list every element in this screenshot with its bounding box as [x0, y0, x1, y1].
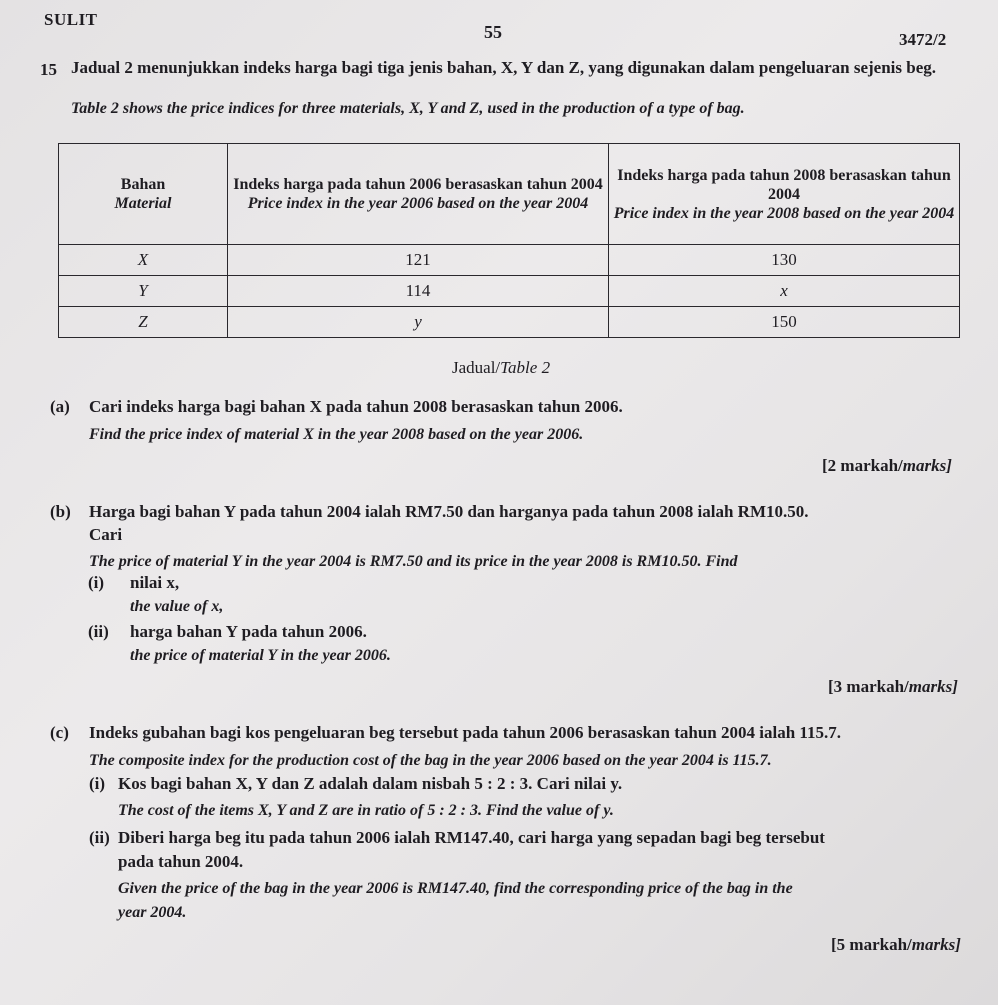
cell-material: X: [59, 245, 228, 276]
part-a-text-ms: Cari indeks harga bagi bahan X pada tahun 2008 berasaskan tahun 2006.: [89, 397, 623, 416]
table-header-row: [59, 144, 960, 245]
part-c-ii-text-en-line1: Given the price of the bag in the year 2006 is RM147.40, find the corresponding price of the bag in the: [118, 880, 793, 897]
part-c-ii-text-ms-line2: pada tahun 2004.: [118, 852, 244, 871]
cell-index-2008: 150: [609, 307, 960, 338]
header-material: [59, 144, 228, 245]
part-b-marks-en: marks]: [908, 677, 958, 696]
part-b-i-text-en: the value of x,: [130, 598, 224, 615]
question-text-english: Table 2 shows the price indices for three materials, X, Y and Z, used in the production of a type of bag.: [71, 100, 745, 117]
part-c-marks-ms: [5 markah/: [831, 935, 912, 954]
header-material-ms: Bahan: [120, 176, 166, 193]
part-c-ii-text-en-line2: year 2004.: [118, 904, 187, 921]
table-row: [59, 307, 960, 338]
part-b-text-en: The price of material Y in the year 2004 is RM7.50 and its price in the year 2008 is RM10.50. Find: [89, 553, 738, 570]
part-c-label: (c): [50, 723, 69, 742]
part-c-text-ms: Indeks gubahan bagi kos pengeluaran beg tersebut pada tahun 2006 berasaskan tahun 2004 ialah 115.7.: [89, 723, 841, 742]
part-b-ii-text-ms: harga bahan Y pada tahun 2006.: [130, 622, 367, 641]
cell-material: Y: [59, 276, 228, 307]
part-b-i-label: (i): [88, 573, 105, 592]
part-a-marks-en: marks]: [902, 456, 952, 475]
part-c-i-label: (i): [89, 774, 106, 793]
part-c-text-en: The composite index for the production cost of the bag in the year 2006 based on the year 2004 is 115.7.: [89, 752, 772, 769]
question-text-malay: Jadual 2 menunjukkan indeks harga bagi tiga jenis bahan, X, Y dan Z, yang digunakan dalam pengeluaran sejenis beg.: [71, 58, 937, 77]
table-row: [59, 245, 960, 276]
table-row: [59, 276, 960, 307]
part-c-marks: [831, 935, 961, 955]
header-index-2006-en: Price index in the year 2006 based on the year 2004: [247, 195, 589, 212]
cell-index-2008: 130: [609, 245, 960, 276]
part-b-i-text-ms: nilai x,: [130, 573, 180, 592]
question-number: 15: [40, 60, 57, 79]
part-a-marks: [822, 456, 952, 476]
cell-index-2008: x: [609, 276, 960, 307]
caption-ms: Jadual/: [452, 358, 501, 377]
part-c-i-text-ms: Kos bagi bahan X, Y dan Z adalah dalam nisbah 5 : 2 : 3. Cari nilai y.: [118, 774, 623, 793]
part-b-marks-ms: [3 markah/: [828, 677, 909, 696]
part-c-marks-en: marks]: [911, 935, 961, 954]
part-a-text-en: Find the price index of material X in the year 2008 based on the year 2006.: [89, 426, 584, 443]
header-index-2008: [609, 144, 960, 245]
part-c-ii-text-ms-line1: Diberi harga beg itu pada tahun 2006 ialah RM147.40, cari harga yang sepadan bagi beg tersebut: [118, 828, 825, 847]
paper-code: 3472/2: [899, 30, 947, 49]
part-b-text-ms-line2: Cari: [89, 525, 123, 544]
table-caption: [452, 358, 550, 378]
header-sulit: SULIT: [44, 10, 98, 29]
part-b-text-ms-line1: Harga bagi bahan Y pada tahun 2004 ialah RM7.50 dan harganya pada tahun 2008 ialah RM10.50.: [89, 502, 809, 521]
header-index-2006: [228, 144, 609, 245]
header-index-2006-ms: Indeks harga pada tahun 2006 berasaskan tahun 2004: [233, 176, 603, 193]
part-c-i-text-en: The cost of the items X, Y and Z are in ratio of 5 : 2 : 3. Find the value of y.: [118, 802, 614, 819]
part-a-marks-ms: [2 markah/: [822, 456, 903, 475]
price-index-table: [58, 143, 960, 338]
part-b-marks: [828, 677, 958, 697]
page-number: 55: [484, 22, 502, 42]
cell-material: Z: [59, 307, 228, 338]
cell-index-2006: y: [228, 307, 609, 338]
part-c-ii-label: (ii): [89, 828, 110, 847]
header-material-en: Material: [114, 195, 172, 212]
part-a-label: (a): [50, 397, 70, 416]
caption-en: Table 2: [500, 358, 551, 377]
part-b-ii-label: (ii): [88, 622, 109, 641]
cell-index-2006: 114: [228, 276, 609, 307]
header-index-2008-en: Price index in the year 2008 based on the year 2004: [613, 204, 955, 222]
part-b-label: (b): [50, 502, 71, 521]
cell-index-2006: 121: [228, 245, 609, 276]
header-index-2008-ms: Indeks harga pada tahun 2008 berasaskan tahun 2004: [617, 166, 951, 203]
part-b-ii-text-en: the price of material Y in the year 2006.: [130, 647, 391, 664]
